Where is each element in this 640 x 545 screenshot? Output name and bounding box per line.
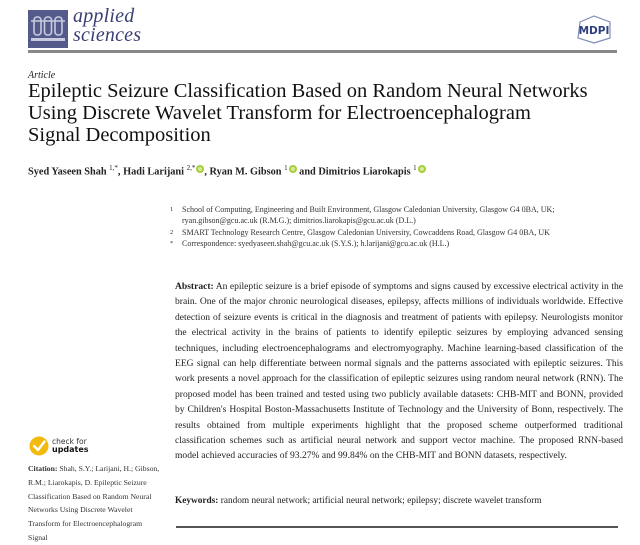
author-separator: , bbox=[204, 166, 210, 178]
keywords-rule bbox=[176, 526, 618, 528]
journal-name-line2: sciences bbox=[73, 24, 142, 46]
author-name[interactable]: Dimitrios Liarokapis bbox=[318, 166, 411, 178]
affiliations bbox=[170, 204, 630, 249]
citation-text: Shah, S.Y.; Larijani, H.; Gibson, R.M.; Liarokapis, D. Epileptic Seizure Classification Based on Random Neural Networks Using Discrete Wavelet Transform for Electroencephalogram Signal bbox=[28, 464, 160, 542]
check-updates-line1: check for bbox=[52, 437, 87, 446]
author-separator: , bbox=[117, 166, 124, 178]
citation-label: Citation: bbox=[28, 464, 58, 473]
article-type: Article bbox=[28, 70, 56, 81]
orcid-icon[interactable] bbox=[289, 165, 297, 173]
author-affil-mark: 1 bbox=[284, 164, 288, 172]
author-affil-mark: 1 bbox=[413, 164, 417, 172]
check-circle-icon bbox=[29, 436, 49, 456]
keywords-label: Keywords: bbox=[175, 496, 219, 506]
author-affil-mark: 1,* bbox=[109, 164, 118, 172]
correspondence-item bbox=[170, 238, 630, 249]
affiliation-item bbox=[170, 227, 630, 238]
keywords-text: random neural network; artificial neural network; epilepsy; discrete wavelet transform bbox=[220, 496, 542, 506]
mdpi-logo-text: MDPI bbox=[578, 25, 610, 37]
check-updates-line2: updates bbox=[52, 445, 89, 454]
abstract-label: Abstract: bbox=[175, 281, 214, 292]
journal-name-line1: applied bbox=[73, 5, 135, 27]
journal-name bbox=[73, 7, 141, 45]
affiliation-text: School of Computing, Engineering and Built Environment, Glasgow Caledonian University, Glasgow G4 0BA, UK; ryan.gibson@gcu.ac.uk (R.M.G.); dimitrios.liarokapis@gcu.ac.uk (D.L.) bbox=[182, 205, 555, 226]
abstract bbox=[175, 279, 623, 464]
citation bbox=[28, 462, 163, 545]
journal-logo bbox=[28, 10, 68, 48]
author-affil-mark: 2,* bbox=[186, 164, 196, 172]
affiliation-text: SMART Technology Research Centre, Glasgow Caledonian University, Cowcaddens Road, Glasgow G4 0BA, UK bbox=[182, 227, 550, 237]
article-title: Epileptic Seizure Classification Based on Random Neural Networks Using Discrete Wavelet Transform for Electroencephalogram Signal Decomposition bbox=[28, 80, 588, 146]
correspondence-text: Correspondence: syedyaseen.shah@gcu.ac.uk (S.Y.S.); h.larijani@gcu.ac.uk (H.L.) bbox=[182, 238, 450, 248]
author-list bbox=[28, 164, 426, 177]
author-name[interactable]: Ryan M. Gibson bbox=[209, 166, 282, 178]
test-tubes-icon bbox=[28, 10, 68, 48]
orcid-icon[interactable] bbox=[418, 165, 426, 173]
affiliation-mark: 1 bbox=[170, 206, 174, 213]
keywords bbox=[175, 496, 625, 506]
author-name[interactable]: Hadi Larijani bbox=[123, 166, 185, 178]
affiliation-item bbox=[170, 204, 630, 227]
affiliation-mark: 2 bbox=[170, 228, 174, 236]
abstract-text: An epileptic seizure is a brief episode of symptoms and signs caused by excessive electrical activity in the brain. One of the major chronic neurological diseases, epilepsy, affects millions of individuals worldwide. Effective detection of seizure events is critical in the diagnosis and treatment of patients with epilepsy. Neurologists monitor the electrical activity in the brains of patients to identify epileptic seizures by employing advanced sensing techniques, including electroencephalograms and electromyography. Machine learning-based classification of the EEG signal can help differentiate between normal signals and the patterns associated with epileptic seizures. This work presents a novel approach for the classification of epileptic seizures using random neural network (RNN). The proposed model has been trained and tested using two publicly available datasets: CHB-MIT and BONN, provided by Children's Hospital Boston-Massachusetts Institute of Technology and the University of Bonn, respectively. The results obtained from multiple experiments highlight that the proposed scheme outperformed traditional classification schemes such as artificial neural network and support vector machine. The proposed RNN-based model achieved accuracies of 93.27% and 99.84% on the CHB-MIT and BONN datasets, respectively. bbox=[175, 281, 623, 462]
affiliation-mark: * bbox=[170, 239, 174, 247]
author-separator: and bbox=[296, 166, 319, 178]
check-for-updates-button[interactable] bbox=[29, 436, 89, 456]
header-rule bbox=[28, 50, 617, 53]
author-name[interactable]: Syed Yaseen Shah bbox=[28, 166, 107, 178]
mdpi-logo bbox=[570, 14, 618, 44]
